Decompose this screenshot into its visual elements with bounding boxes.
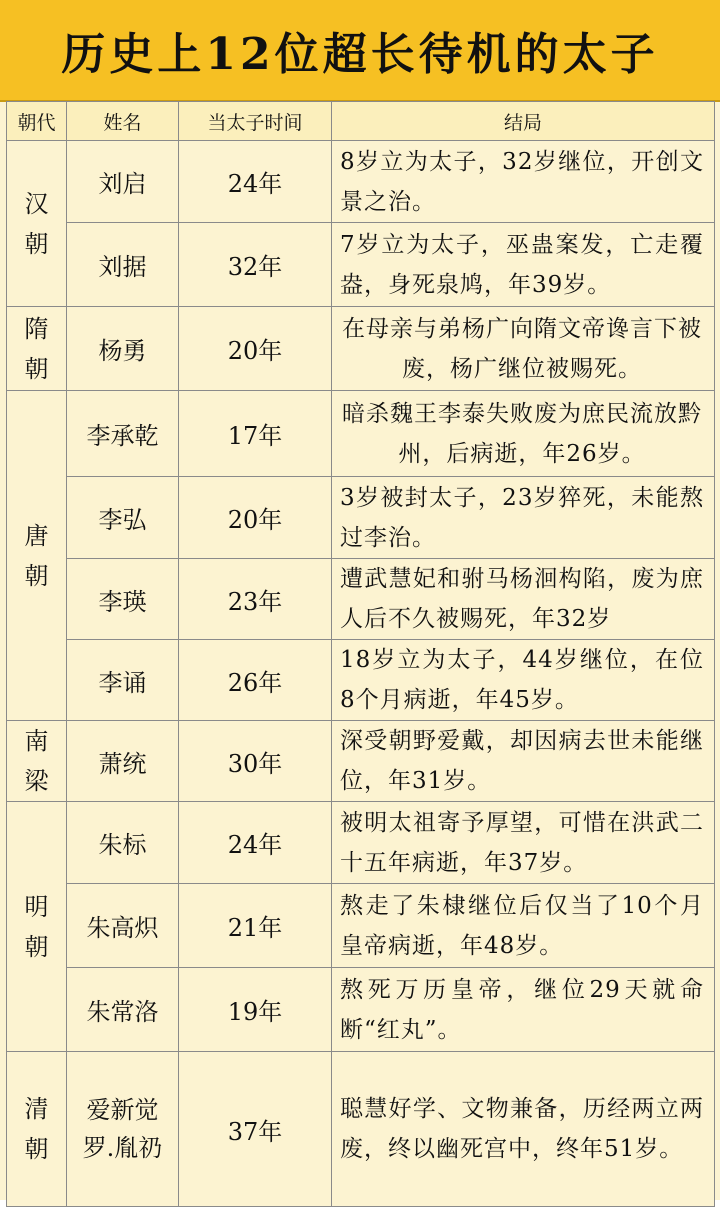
dynasty-label: 明 朝: [24, 892, 49, 961]
name-cell: 刘启: [67, 141, 179, 223]
outcome-cell: 18岁立为太子，44岁继位，在位8个月病逝，年45岁。: [332, 640, 715, 721]
name-cell: 爱新觉罗.胤礽: [67, 1052, 179, 1207]
dynasty-label: 南 梁: [24, 727, 49, 795]
outcome-cell: 暗杀魏王李泰失败废为庶民流放黔州，后病逝，年26岁。: [332, 391, 715, 477]
outcome-cell: 聪慧好学、文物兼备，历经两立两废，终以幽死宫中，终年51岁。: [332, 1052, 715, 1207]
outcome-cell: 3岁被封太子，23岁猝死，未能熬过李治。: [332, 477, 715, 559]
dynasty-cell: [7, 1052, 67, 1207]
name-cell: 朱常洛: [67, 968, 179, 1052]
years-cell: 24年: [179, 141, 332, 223]
header-row: [7, 102, 715, 141]
dynasty-label: 隋 朝: [24, 314, 49, 383]
table-row: [7, 223, 715, 307]
years-cell: 19年: [179, 968, 332, 1052]
table-row: [7, 884, 715, 968]
years-cell: 20年: [179, 307, 332, 391]
table-row: [7, 640, 715, 721]
outcome-cell: 深受朝野爱戴，却因病去世未能继位，年31岁。: [332, 721, 715, 802]
name-cell: 萧统: [67, 721, 179, 802]
name-cell: 李诵: [67, 640, 179, 721]
years-cell: 20年: [179, 477, 332, 559]
header-outcome: 结局: [332, 102, 715, 141]
name-cell: 朱高炽: [67, 884, 179, 968]
header-dynasty: 朝代: [7, 102, 67, 141]
name-cell: 李承乾: [67, 391, 179, 477]
years-cell: 37年: [179, 1052, 332, 1207]
outcome-cell: 熬走了朱棣继位后仅当了10个月皇帝病逝，年48岁。: [332, 884, 715, 968]
outcome-cell: 被明太祖寄予厚望，可惜在洪武二十五年病逝，年37岁。: [332, 802, 715, 884]
header-years: 当太子时间: [179, 102, 332, 141]
name-cell: 朱标: [67, 802, 179, 884]
dynasty-label: 汉 朝: [24, 189, 49, 258]
outcome-cell: 8岁立为太子，32岁继位，开创文景之治。: [332, 141, 715, 223]
name-cell: 刘据: [67, 223, 179, 307]
years-cell: 30年: [179, 721, 332, 802]
table-row: [7, 391, 715, 477]
table-row: [7, 721, 715, 802]
crown-prince-table: [6, 101, 715, 1207]
table-row: [7, 968, 715, 1052]
dynasty-label: 清 朝: [24, 1095, 49, 1163]
dynasty-cell: [7, 802, 67, 1052]
years-cell: 24年: [179, 802, 332, 884]
dynasty-cell: [7, 391, 67, 721]
name-cell: 杨勇: [67, 307, 179, 391]
outcome-cell: 7岁立为太子，巫蛊案发，亡走覆盎，身死泉鸠，年39岁。: [332, 223, 715, 307]
table-row: [7, 559, 715, 640]
outcome-cell: 遭武慧妃和驸马杨洄构陷，废为庶人后不久被赐死，年32岁: [332, 559, 715, 640]
dynasty-cell: [7, 141, 67, 307]
table-row: [7, 141, 715, 223]
outcome-cell: 熬死万历皇帝，继位29天就命断“红丸”。: [332, 968, 715, 1052]
poster-title: 历史上12位超长待机的太子: [0, 0, 720, 102]
table-row: [7, 1052, 715, 1207]
table-row: [7, 477, 715, 559]
header-name: 姓名: [67, 102, 179, 141]
years-cell: 17年: [179, 391, 332, 477]
name-cell: 李瑛: [67, 559, 179, 640]
dynasty-cell: [7, 721, 67, 802]
table-row: [7, 307, 715, 391]
years-cell: 21年: [179, 884, 332, 968]
years-cell: 26年: [179, 640, 332, 721]
table-row: [7, 802, 715, 884]
outcome-cell: 在母亲与弟杨广向隋文帝谗言下被废，杨广继位被赐死。: [332, 307, 715, 391]
years-cell: 32年: [179, 223, 332, 307]
dynasty-cell: [7, 307, 67, 391]
years-cell: 23年: [179, 559, 332, 640]
name-cell: 李弘: [67, 477, 179, 559]
dynasty-label: 唐 朝: [24, 521, 49, 590]
